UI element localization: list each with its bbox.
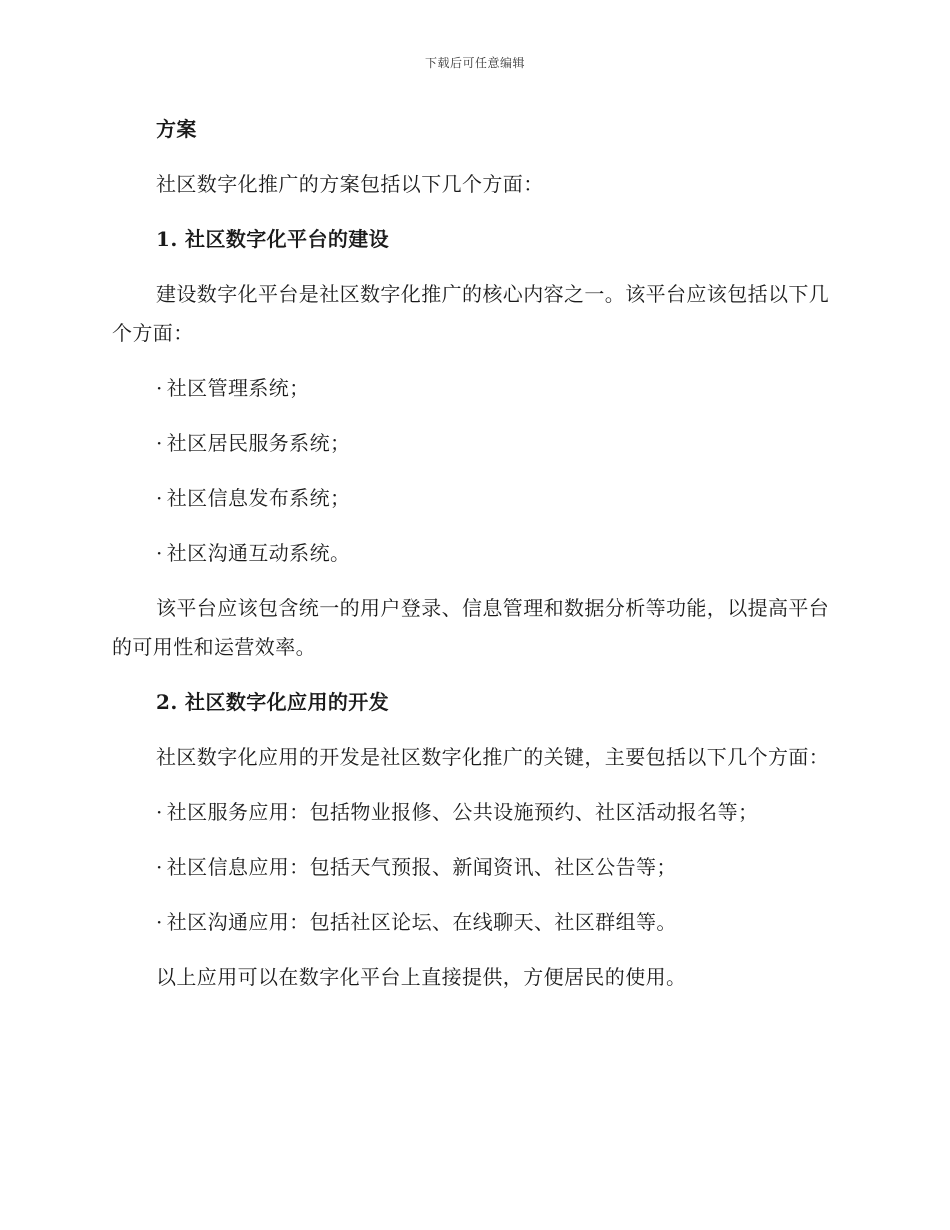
section1-bullet-item — [112, 424, 830, 463]
bullet-dot-icon: · — [156, 541, 163, 565]
bullet-text: 社区管理系统； — [166, 376, 310, 400]
bullet-dot-icon: · — [156, 855, 163, 879]
bullet-dot-icon: · — [156, 376, 163, 400]
bullet-text: 社区信息应用：包括天气预报、新闻资讯、社区公告等； — [166, 855, 677, 879]
section2-closing-paragraph: 以上应用可以在数字化平台上直接提供，方便居民的使用。 — [156, 965, 687, 989]
section2-bullet-item — [112, 848, 830, 887]
header-note: 下载后可任意编辑 — [424, 56, 525, 70]
bullet-dot-icon: · — [156, 800, 163, 824]
section1-bullet-item — [112, 479, 830, 518]
bullet-text: 社区沟通互动系统。 — [166, 541, 351, 565]
bullet-dot-icon: · — [156, 431, 163, 455]
section2-heading: 2. 社区数字化应用的开发 — [156, 690, 390, 714]
bullet-dot-icon: · — [156, 486, 163, 510]
section2-paragraph: 社区数字化应用的开发是社区数字化推广的关键，主要包括以下几个方面： — [156, 745, 830, 769]
bullet-text: 社区居民服务系统； — [166, 431, 351, 455]
section1-bullet-item — [112, 534, 830, 573]
section1-heading: 1. 社区数字化平台的建设 — [156, 227, 390, 251]
section1-bullet-item — [112, 369, 830, 408]
section2-bullet-item — [112, 903, 830, 942]
section2-bullet-item — [112, 793, 830, 832]
bullet-text: 社区信息发布系统； — [166, 486, 351, 510]
intro-paragraph: 社区数字化推广的方案包括以下几个方面： — [156, 172, 544, 196]
bullet-text: 社区沟通应用：包括社区论坛、在线聊天、社区群组等。 — [166, 910, 677, 934]
section1-closing-paragraph: 该平台应该包含统一的用户登录、信息管理和数据分析等功能，以提高平台的可用性和运营效率。 — [112, 596, 830, 659]
bullet-text: 社区服务应用：包括物业报修、公共设施预约、社区活动报名等； — [166, 800, 759, 824]
document-title: 方案 — [156, 117, 197, 141]
document-body — [112, 110, 830, 1013]
section1-paragraph: 建设数字化平台是社区数字化推广的核心内容之一。该平台应该包括以下几个方面： — [112, 282, 830, 345]
bullet-dot-icon: · — [156, 910, 163, 934]
